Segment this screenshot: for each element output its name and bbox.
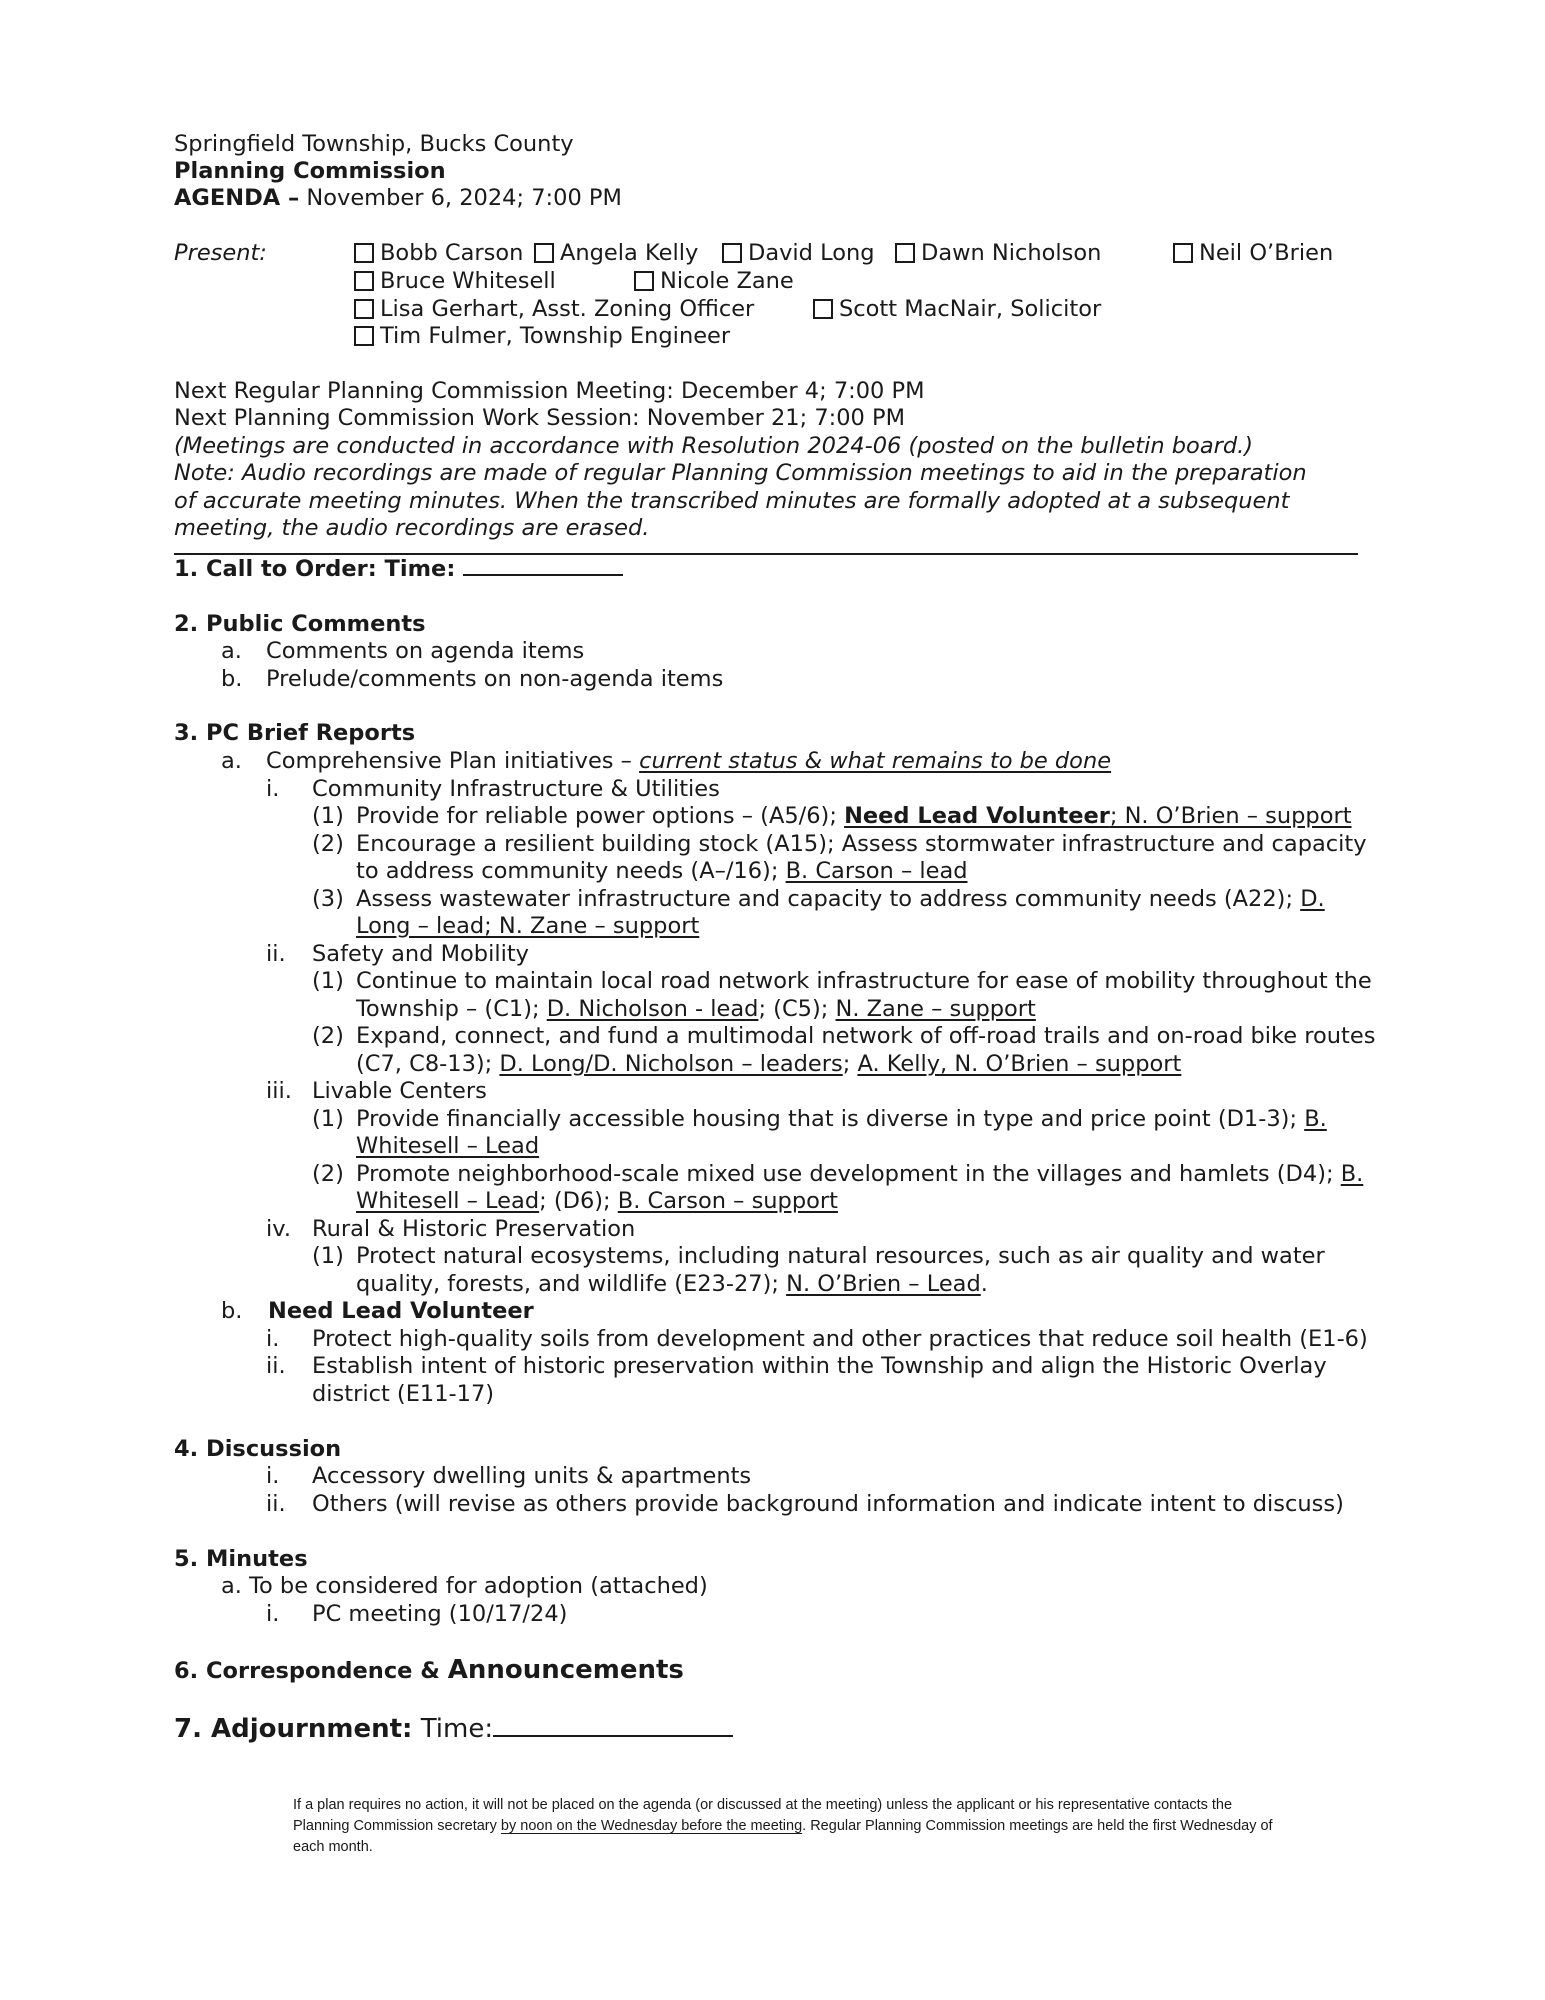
checkbox-icon bbox=[354, 271, 374, 291]
attendee-checkbox-gerhart[interactable] bbox=[354, 296, 754, 323]
item-text: (C7, C8-13); bbox=[356, 1051, 500, 1077]
call-to-order-label: 1. Call to Order: Time: bbox=[174, 556, 456, 582]
attendee-name: Tim Fulmer, Township Engineer bbox=[380, 323, 731, 349]
item-text: Township – (C1); bbox=[356, 996, 547, 1022]
attendee-checkbox-nicholson[interactable] bbox=[895, 240, 1101, 267]
section-public-comments: 2. Public Comments bbox=[174, 611, 426, 637]
attendee-name: David Long bbox=[748, 240, 875, 266]
lead-name: D. bbox=[1300, 886, 1325, 912]
agenda-date-line bbox=[174, 185, 622, 212]
checkbox-icon bbox=[813, 299, 833, 319]
checkbox-icon bbox=[895, 243, 915, 263]
adjournment-time-label: Time: bbox=[412, 1714, 494, 1744]
next-regular-meeting: Next Regular Planning Commission Meeting: December 4; 7:00 PM bbox=[174, 378, 925, 404]
lead-name: D. Nicholson - lead bbox=[546, 996, 759, 1022]
checkbox-icon bbox=[354, 299, 374, 319]
lead-name: Whitesell – Lead bbox=[356, 1188, 540, 1214]
roman-numeral: i. bbox=[266, 1463, 280, 1489]
section-number: 6. bbox=[174, 1658, 199, 1684]
multimodal-line-2 bbox=[356, 1051, 1181, 1078]
comprehensive-plan-text: Comprehensive Plan initiatives – bbox=[266, 748, 640, 774]
safety-mobility-heading: Safety and Mobility bbox=[312, 941, 529, 967]
stormwater-line-1: Encourage a resilient building stock (A15); Assess stormwater infrastructure and capacity bbox=[356, 831, 1367, 857]
attendee-name: Bobb Carson bbox=[380, 240, 524, 266]
attendee-checkbox-obrien[interactable] bbox=[1173, 240, 1333, 267]
section-correspondence bbox=[174, 1657, 684, 1685]
attendee-name: Neil O’Brien bbox=[1199, 240, 1334, 266]
attendee-name: Scott MacNair, Solicitor bbox=[839, 296, 1102, 322]
attendee-checkbox-kelly[interactable] bbox=[534, 240, 698, 267]
checkbox-icon bbox=[534, 243, 554, 263]
item-text: Provide for reliable power options – (A5/6); bbox=[356, 803, 845, 829]
status-underlined: current status & what remains to be done bbox=[639, 748, 1112, 774]
item-number: (1) bbox=[312, 968, 344, 994]
section-discussion: 4. Discussion bbox=[174, 1436, 342, 1462]
item-text: ; (D6); bbox=[539, 1188, 618, 1214]
item-text: to address community needs (A–/16); bbox=[356, 858, 786, 884]
time-blank bbox=[493, 1735, 733, 1737]
divider-rule bbox=[174, 553, 1358, 555]
footer-line-1: If a plan requires no action, it will not be placed on the agenda (or discussed at the meeting) unless the applicant or his representative contacts the bbox=[293, 1797, 1233, 1813]
historic-line-2: district (E11-17) bbox=[312, 1381, 495, 1407]
mixed-use-line-2 bbox=[356, 1188, 838, 1215]
livable-centers-heading: Livable Centers bbox=[312, 1078, 487, 1104]
checkbox-icon bbox=[354, 243, 374, 263]
lead-name: B. Carson – lead bbox=[785, 858, 968, 884]
time-blank bbox=[463, 574, 623, 576]
resolution-note: (Meetings are conducted in accordance with Resolution 2024-06 (posted on the bulletin board.) bbox=[174, 433, 1254, 459]
support-name: B. Carson – support bbox=[617, 1188, 838, 1214]
attendee-name: Nicole Zane bbox=[660, 268, 794, 294]
checkbox-icon bbox=[634, 271, 654, 291]
support-name: A. Kelly, N. O’Brien – support bbox=[857, 1051, 1182, 1077]
lead-name: B. bbox=[1304, 1106, 1327, 1132]
roman-numeral: iii. bbox=[266, 1078, 292, 1104]
correspondence-text: Correspondence & bbox=[198, 1658, 448, 1684]
audio-note-line-1: Note: Audio recordings are made of regular Planning Commission meetings to aid in the preparation bbox=[174, 460, 1307, 486]
item-text: . bbox=[980, 1271, 988, 1297]
checkbox-icon bbox=[354, 326, 374, 346]
item-number: (2) bbox=[312, 831, 344, 857]
attendee-checkbox-long[interactable] bbox=[722, 240, 875, 267]
item-text: Provide financially accessible housing that is diverse in type and price point (D1-3); bbox=[356, 1106, 1305, 1132]
checkbox-icon bbox=[1173, 243, 1193, 263]
roman-numeral: i. bbox=[266, 776, 280, 802]
footer-text: Planning Commission secretary bbox=[293, 1818, 501, 1834]
item-number: (2) bbox=[312, 1023, 344, 1049]
item-letter: a. bbox=[221, 748, 242, 774]
item-text: ; bbox=[842, 1051, 858, 1077]
announcements-text: Announcements bbox=[447, 1655, 684, 1685]
item-text: quality, forests, and wildlife (E23-27); bbox=[356, 1271, 787, 1297]
attendee-name: Dawn Nicholson bbox=[921, 240, 1102, 266]
checkbox-icon bbox=[722, 243, 742, 263]
roman-numeral: ii. bbox=[266, 941, 286, 967]
item-letter: b. bbox=[221, 1298, 243, 1324]
audio-note-line-2: of accurate meeting minutes. When the transcribed minutes are formally adopted at a subsequent bbox=[174, 488, 1290, 514]
item-text: Assess wastewater infrastructure and capacity to address community needs (A22); bbox=[356, 886, 1301, 912]
section-minutes: 5. Minutes bbox=[174, 1546, 308, 1572]
minutes-item-a: a. To be considered for adoption (attached) bbox=[221, 1573, 708, 1599]
minutes-pc-meeting: PC meeting (10/17/24) bbox=[312, 1601, 568, 1627]
attendee-checkbox-zane[interactable] bbox=[634, 268, 794, 295]
attendee-name: Angela Kelly bbox=[560, 240, 699, 266]
need-lead-volunteer-heading: Need Lead Volunteer bbox=[268, 1298, 534, 1324]
footer-note bbox=[293, 1795, 1393, 1858]
attendee-checkbox-macnair[interactable] bbox=[813, 296, 1101, 323]
housing-line-1 bbox=[356, 1106, 1327, 1133]
next-work-session: Next Planning Commission Work Session: November 21; 7:00 PM bbox=[174, 405, 906, 431]
footer-deadline: by noon on the Wednesday before the meeting bbox=[500, 1818, 803, 1834]
commission-name: Planning Commission bbox=[174, 158, 446, 184]
attendee-name: Lisa Gerhart, Asst. Zoning Officer bbox=[380, 296, 755, 322]
section-pc-brief-reports: 3. PC Brief Reports bbox=[174, 720, 416, 746]
agenda-date: November 6, 2024; 7:00 PM bbox=[299, 185, 622, 211]
section-adjournment bbox=[174, 1716, 733, 1744]
agenda-label: AGENDA – bbox=[174, 185, 300, 211]
soils-line: Protect high-quality soils from development and other practices that reduce soil health (E1-6) bbox=[312, 1326, 1368, 1352]
present-label: Present: bbox=[174, 240, 267, 266]
roman-numeral: i. bbox=[266, 1326, 280, 1352]
attendee-checkbox-whitesell[interactable] bbox=[354, 268, 556, 295]
lead-name: N. O’Brien – Lead bbox=[786, 1271, 981, 1297]
ecosystems-line-2 bbox=[356, 1271, 988, 1298]
support-name: ; N. O’Brien – support bbox=[1109, 803, 1352, 829]
attendee-checkbox-carson[interactable] bbox=[354, 240, 523, 267]
multimodal-line-1: Expand, connect, and fund a multimodal network of off-road trails and on-road bike routes bbox=[356, 1023, 1376, 1049]
wastewater-line-2: Long – lead; N. Zane – support bbox=[356, 913, 700, 939]
item-text: Promote neighborhood-scale mixed use development in the villages and hamlets (D4); bbox=[356, 1161, 1341, 1187]
attendee-name: Bruce Whitesell bbox=[380, 268, 556, 294]
attendee-checkbox-fulmer[interactable] bbox=[354, 323, 730, 350]
historic-line-1: Establish intent of historic preservation within the Township and align the Historic Overlay bbox=[312, 1353, 1327, 1379]
ecosystems-line-1: Protect natural ecosystems, including natural resources, such as air quality and water bbox=[356, 1243, 1325, 1269]
item-number: (1) bbox=[312, 1243, 344, 1269]
roman-numeral: i. bbox=[266, 1601, 280, 1627]
support-name: N. Zane – support bbox=[835, 996, 1036, 1022]
footer-line-3: each month. bbox=[293, 1839, 373, 1855]
audio-note-line-3: meeting, the audio recordings are erased. bbox=[174, 515, 650, 541]
call-to-order bbox=[174, 556, 623, 583]
wastewater-line-1 bbox=[356, 886, 1325, 913]
public-comments-a: Comments on agenda items bbox=[266, 638, 585, 664]
need-lead-volunteer: Need Lead Volunteer bbox=[844, 803, 1110, 829]
discussion-item-1: Accessory dwelling units & apartments bbox=[312, 1463, 752, 1489]
stormwater-line-2 bbox=[356, 858, 968, 885]
item-letter: a. bbox=[221, 638, 242, 664]
mixed-use-line-1 bbox=[356, 1161, 1363, 1188]
discussion-item-2: Others (will revise as others provide background information and indicate intent to discuss) bbox=[312, 1491, 1344, 1517]
item-letter: b. bbox=[221, 666, 243, 692]
comprehensive-plan-line bbox=[266, 748, 1111, 775]
housing-line-2: Whitesell – Lead bbox=[356, 1133, 540, 1159]
power-options-line bbox=[356, 803, 1352, 830]
item-number: (1) bbox=[312, 803, 344, 829]
lead-name: D. Long/D. Nicholson – leaders bbox=[499, 1051, 843, 1077]
adjournment-label: 7. Adjournment: bbox=[174, 1714, 413, 1744]
township-name: Springfield Township, Bucks County bbox=[174, 131, 574, 157]
lead-name: B. bbox=[1340, 1161, 1364, 1187]
item-number: (1) bbox=[312, 1106, 344, 1132]
footer-text: . Regular Planning Commission meetings are held the first Wednesday of bbox=[802, 1818, 1273, 1834]
item-number: (3) bbox=[312, 886, 344, 912]
item-text: ; (C5); bbox=[758, 996, 836, 1022]
road-network-line-1: Continue to maintain local road network infrastructure for ease of mobility throughout the bbox=[356, 968, 1372, 994]
roman-numeral: ii. bbox=[266, 1491, 286, 1517]
public-comments-b: Prelude/comments on non-agenda items bbox=[266, 666, 724, 692]
item-number: (2) bbox=[312, 1161, 344, 1187]
community-infrastructure-heading: Community Infrastructure & Utilities bbox=[312, 776, 720, 802]
footer-line-2 bbox=[293, 1816, 1393, 1837]
road-network-line-2 bbox=[356, 996, 1036, 1023]
rural-historic-heading: Rural & Historic Preservation bbox=[312, 1216, 636, 1242]
roman-numeral: ii. bbox=[266, 1353, 286, 1379]
roman-numeral: iv. bbox=[266, 1216, 291, 1242]
